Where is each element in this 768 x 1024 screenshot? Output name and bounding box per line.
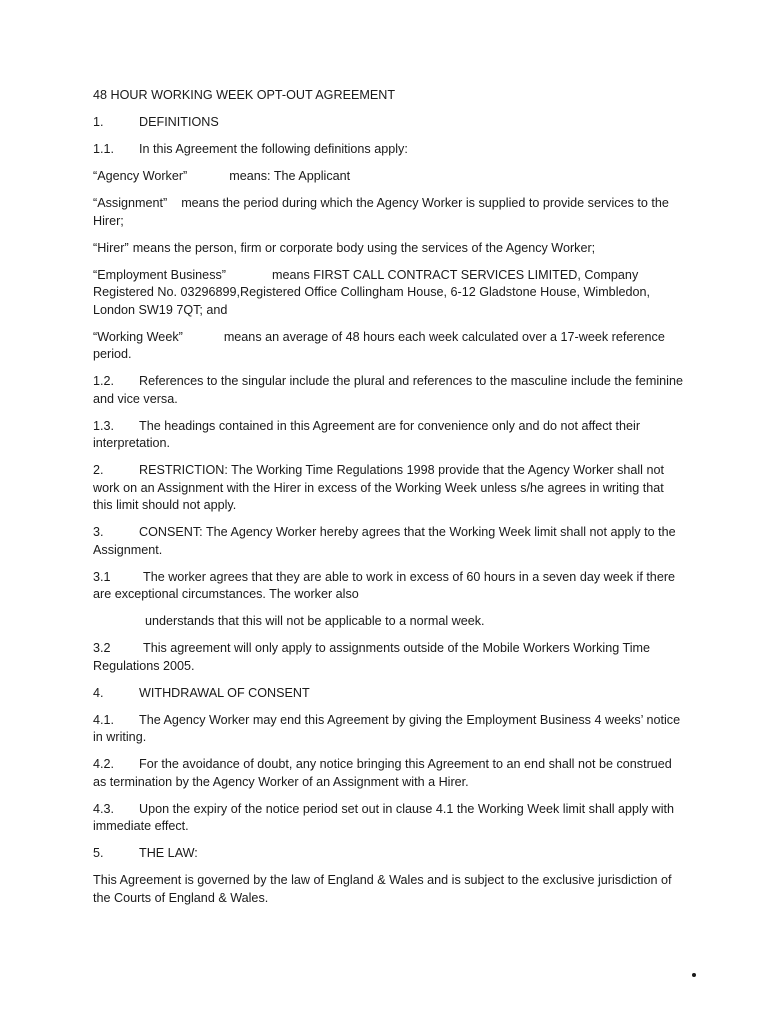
clause-1-3 (93, 418, 683, 453)
section-5-heading (93, 845, 683, 863)
section-number: 5. (93, 846, 104, 860)
clause-text: Upon the expiry of the notice period set out in clause 4.1 the Working Week limit shall apply with immediate effect. (93, 801, 675, 833)
clause-1-2 (93, 373, 683, 408)
definition-hirer (93, 240, 683, 258)
definition-text: means FIRST CALL CONTRACT SERVICES LIMITED, Company Registered No. 03296899,Registered Office Collingham House, 6-12 Gladstone House, Wimbledon, London SW19 7QT; and (93, 267, 651, 317)
definition-assignment (93, 195, 683, 230)
section-text: RESTRICTION: The Working Time Regulations 1998 provide that the Agency Worker shall not work on an Assignment with the Hirer in excess of the Working Week unless s/he agrees in writing that this limit should not apply. (93, 463, 664, 512)
definition-text: means: The Applicant (229, 169, 351, 183)
section-number: 2. (93, 463, 104, 477)
clause-3-2 (93, 640, 683, 675)
clause-3-1 (93, 569, 683, 604)
bullet-dot (692, 973, 696, 977)
clause-text: The worker agrees that they are able to work in excess of 60 hours in a seven day week if there are exceptional circumstances. The worker also (93, 569, 676, 601)
law-paragraph: This Agreement is governed by the law of England & Wales and is subject to the exclusive jurisdiction of the Courts of England & Wales. (93, 873, 672, 905)
section-heading-text: THE LAW: (139, 846, 198, 860)
clause-text: This agreement will only apply to assignments outside of the Mobile Workers Working Time Regulations 2005. (93, 641, 651, 673)
clause-number: 1.1. (93, 142, 115, 156)
definition-employment-business (93, 267, 683, 320)
clause-3-1-continuation: understands that this will not be applicable to a normal week. (145, 614, 485, 628)
clause-number: 3.2 (93, 641, 111, 655)
clause-number: 4.2. (93, 757, 115, 771)
clause-number: 3.1 (93, 569, 111, 584)
section-number: 1. (93, 115, 104, 129)
clause-number: 1.2. (93, 374, 115, 388)
definition-text: means the period during which the Agency Worker is supplied to provide services to the Hirer; (93, 196, 669, 228)
section-4-heading (93, 685, 683, 703)
clause-4-2 (93, 756, 683, 791)
section-1-heading (93, 114, 683, 132)
document-title: 48 HOUR WORKING WEEK OPT-OUT AGREEMENT (93, 88, 396, 102)
clause-number: 1.3. (93, 418, 115, 433)
definition-text: means an average of 48 hours each week calculated over a 17-week reference period. (93, 329, 665, 361)
clause-4-3 (93, 801, 683, 836)
definition-agency-worker (93, 168, 683, 186)
agreement-document (93, 87, 683, 917)
section-3-consent (93, 524, 683, 559)
clause-text: For the avoidance of doubt, any notice bringing this Agreement to an end shall not be construed as termination by the Agency Worker of an Assignment with a Hirer. (93, 757, 672, 789)
definition-text: means the person, firm or corporate body using the services of the Agency Worker; (132, 240, 596, 255)
clause-number: 4.3. (93, 801, 115, 816)
definition-term: “Assignment” (93, 196, 168, 210)
section-heading-text: WITHDRAWAL OF CONSENT (139, 685, 310, 700)
section-number: 4. (93, 685, 104, 700)
definition-term: “Agency Worker” (93, 169, 188, 183)
section-number: 3. (93, 525, 104, 539)
definition-term: “Hirer” (93, 240, 129, 255)
clause-text: References to the singular include the plural and references to the masculine include the feminine and vice versa. (93, 374, 683, 406)
clause-text: The Agency Worker may end this Agreement by giving the Employment Business 4 weeks’ notice in writing. (93, 712, 681, 744)
clause-text: The headings contained in this Agreement are for convenience only and do not affect their interpretation. (93, 418, 641, 450)
clause-4-1 (93, 712, 683, 747)
section-heading-text: DEFINITIONS (139, 115, 219, 129)
section-2-restriction (93, 462, 683, 515)
clause-text: In this Agreement the following definitions apply: (139, 142, 408, 156)
clause-1-1 (93, 141, 683, 159)
section-text: CONSENT: The Agency Worker hereby agrees that the Working Week limit shall not apply to the Assignment. (93, 525, 676, 557)
definition-term: “Employment Business” (93, 267, 226, 282)
definition-working-week (93, 329, 683, 364)
clause-number: 4.1. (93, 712, 115, 727)
definition-term: “Working Week” (93, 329, 183, 344)
